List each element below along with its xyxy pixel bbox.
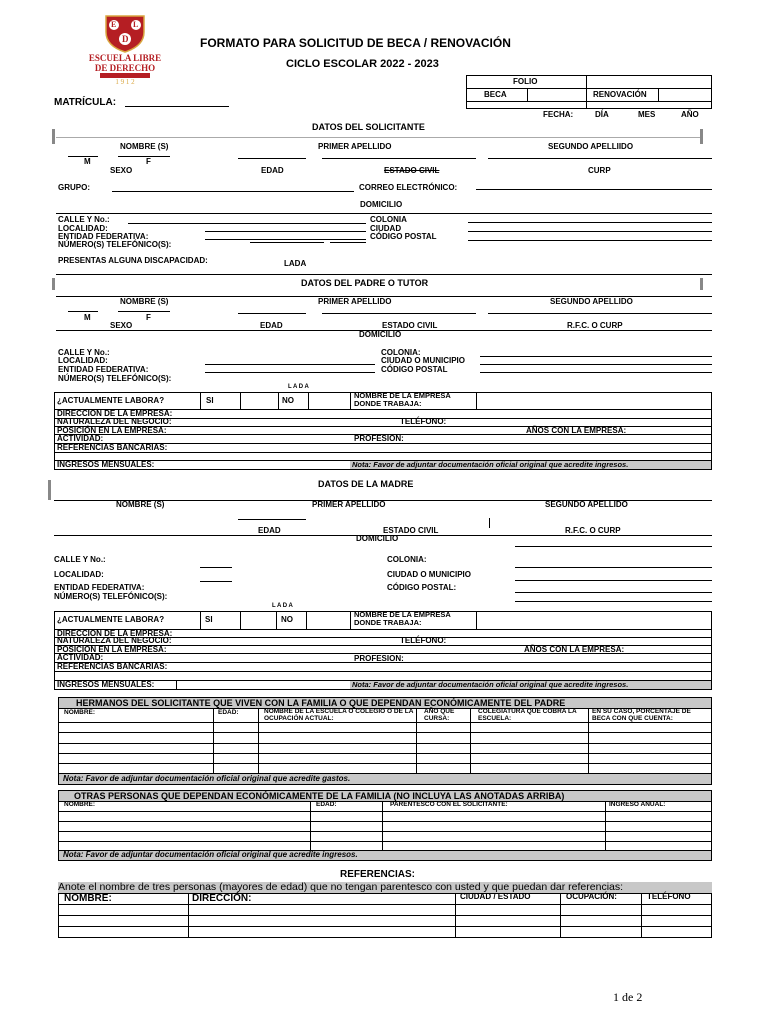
sol-domicilio-label: DOMICILIO	[360, 200, 403, 209]
form-subtitle: CICLO ESCOLAR 2022 - 2023	[286, 58, 439, 70]
referencias-instruction: Anote el nombre de tres personas (mayores de edad) que no tengan parentesco con usted y que puedan dar referencias:	[58, 881, 624, 893]
mad-profesion-label: PROFESION:	[354, 654, 404, 663]
sol-correo-label: CORREO ELECTRÓNICO:	[359, 183, 458, 192]
pad-domicilio-label: DOMICILIO	[359, 330, 402, 339]
hermanos-col-anio: AÑO QUE CURSA:	[424, 708, 455, 723]
mad-colonia-label: COLONIA:	[387, 555, 427, 564]
pad-edad-label: EDAD	[260, 321, 283, 330]
pad-segundo-apellido-label: SEGUNDO APELLIDO	[550, 297, 633, 306]
mad-calle-label: CALLE Y No.:	[54, 555, 106, 564]
referencias-title: REFERENCIAS:	[340, 869, 416, 880]
mad-primer-apellido-label: PRIMER APELLIDO	[312, 500, 386, 509]
hermanos-col-colegiatura: COLEGIATURA QUE COBRA LA ESCUELA:	[478, 708, 577, 723]
mad-ingresos-label: INGRESOS MENSUALES:	[57, 680, 155, 689]
mad-direccion-empresa-label: DIRECCION DE LA EMPRESA:	[57, 629, 173, 638]
otras-col-ingreso: INGRESO ANUAL:	[609, 801, 666, 808]
pad-lada-label: L A D A	[288, 384, 309, 390]
mad-domicilio-label: DOMICILIO	[356, 534, 399, 543]
mad-referencias-label: REFERENCIAS BANCARIAS:	[57, 662, 168, 671]
logo-name-line-2: DE DERECHO	[94, 63, 156, 73]
mes-label: MES	[638, 110, 656, 119]
pad-direccion-empresa-label: DIRECCION DE LA EMPRESA:	[57, 409, 173, 418]
renovacion-option[interactable]: RENOVACIÓN	[593, 90, 647, 99]
otras-col-parentesco: PARENTESCO CON EL SOLICITANTE:	[390, 801, 508, 808]
madre-section-title: DATOS DE LA MADRE	[318, 479, 414, 489]
mad-edad-label: EDAD	[258, 526, 281, 535]
ref-col-direccion: DIRECCIÓN:	[192, 893, 252, 904]
otras-col-nombre: NOMBRE:	[64, 801, 96, 808]
ref-col-ciudad: CIUDAD / ESTADO	[460, 892, 531, 901]
pad-anios-label: AÑOS CON LA EMPRESA:	[526, 426, 627, 435]
pad-sexo-m[interactable]: M	[84, 313, 91, 322]
sol-nombre-label: NOMBRE (S)	[120, 142, 169, 151]
sol-segundo-apellido-label: SEGUNDO APELLIIDO	[548, 142, 634, 151]
anio-label: AÑO	[681, 110, 699, 119]
sol-edad-label: EDAD	[261, 166, 284, 175]
mad-localidad-label: LOCALIDAD:	[54, 570, 104, 579]
otras-title: OTRAS PERSONAS QUE DEPENDAN ECONÓMICAMENTE DE LA FAMILIA (NO INCLUYA LAS ANOTADAS ARRIBA)	[74, 791, 565, 801]
pad-labora-label: ¿ACTUALMENTE LABORA?	[57, 396, 165, 405]
logo-name-line-1: ESCUELA LIBRE	[88, 53, 162, 63]
beca-option[interactable]: BECA	[484, 90, 507, 99]
pad-calle-label: CALLE Y No.:	[58, 348, 110, 357]
dia-label: DÍA	[595, 110, 609, 119]
matricula-field[interactable]	[125, 106, 229, 107]
pad-ingresos-label: INGRESOS MENSUALES:	[57, 460, 155, 469]
hermanos-title: HERMANOS DEL SOLICITANTE QUE VIVEN CON LA FAMILIA O QUE DEPENDAN ECONÓMICAMENTE DEL PADRE	[76, 698, 566, 708]
mad-naturaleza-label: NATURALEZA DEL NEGOCIO:	[57, 636, 172, 645]
sol-entidad-label: ENTIDAD FEDERATIVA:	[58, 232, 149, 241]
pad-posicion-label: POSICIÓN EN LA EMPRESA:	[57, 426, 167, 435]
mad-nombre-label: NOMBRE (S)	[116, 500, 165, 509]
pad-sexo-label: SEXO	[110, 321, 133, 330]
hermanos-note: Nota: Favor de adjuntar documentación oficial original que acredite gastos.	[63, 774, 351, 783]
pad-ciudad-label: CIUDAD O MUNICIPIO	[381, 356, 465, 365]
mad-ciudad-label: CIUDAD O MUNICIPIO	[387, 570, 471, 579]
otras-col-edad: EDAD:	[316, 801, 337, 808]
pad-primer-apellido-label: PRIMER APELLIDO	[318, 297, 392, 306]
sol-curp-label: CURP	[588, 166, 611, 175]
mad-labora-si[interactable]: SI	[205, 615, 213, 624]
sol-discapacidad-label: PRESENTAS ALGUNA DISCAPACIDAD:	[58, 256, 208, 265]
mad-estado-civil-label: ESTADO CIVIL	[383, 526, 439, 535]
pad-actividad-label: ACTIVIDAD:	[57, 434, 104, 443]
sol-lada-label: LADA	[284, 259, 307, 268]
logo-year: 1 9 1 2	[115, 78, 135, 86]
fecha-label: FECHA:	[543, 110, 574, 119]
ref-col-telefono: TELÉFONO	[647, 892, 691, 901]
mad-labora-no[interactable]: NO	[281, 615, 293, 624]
mad-labora-label: ¿ACTUALMENTE LABORA?	[57, 615, 165, 624]
pad-entidad-label: ENTIDAD FEDERATIVA:	[58, 365, 149, 374]
mad-empresa-label: NOMBRE DE LA EMPRESA DONDE TRABAJA:	[354, 610, 451, 628]
pad-curp-label: R.F.C. O CURP	[567, 321, 623, 330]
mad-segundo-apellido-label: SEGUNDO APELLIDO	[545, 500, 628, 509]
pad-labora-si[interactable]: SI	[206, 396, 214, 405]
mad-cp-label: CÓDIGO POSTAL:	[387, 583, 457, 592]
ref-col-ocupacion: OCUPACIÓN:	[566, 892, 617, 901]
mad-telefonos-label: NÚMERO(S) TELEFÓNICO(S):	[54, 592, 168, 601]
pad-sexo-f[interactable]: F	[146, 313, 151, 322]
pad-naturaleza-label: NATURALEZA DEL NEGOCIO:	[57, 417, 172, 426]
school-logo	[80, 14, 170, 86]
form-title: FORMATO PARA SOLICITUD DE BECA / RENOVACIÓN	[200, 36, 511, 50]
solicitante-section-title: DATOS DEL SOLICITANTE	[312, 122, 425, 132]
mad-entidad-label: ENTIDAD FEDERATIVA:	[54, 583, 145, 592]
logo-letter-d: D	[122, 34, 129, 44]
sol-colonia-label: COLONIA	[370, 215, 407, 224]
hermanos-col-beca: EN SU CASO, PORCENTAJE DE BECA CON QUE CUENTA:	[592, 708, 691, 723]
hermanos-col-escuela: NOMBRE DE LA ESCUELA O COLEGIO O DE LA OCUPACIÓN ACTUAL:	[264, 708, 414, 723]
ref-col-nombre: NOMBRE:	[64, 893, 112, 904]
sol-sexo-label: SEXO	[110, 166, 133, 175]
mad-curp-label: R.F.C. O CURP	[565, 526, 621, 535]
pad-profesion-label: PROFESION:	[354, 434, 404, 443]
sol-sexo-m[interactable]: M	[84, 157, 91, 166]
mad-anios-label: AÑOS CON LA EMPRESA:	[524, 645, 625, 654]
sol-cp-label: CÓDIGO POSTAL	[370, 232, 437, 241]
sol-sexo-f[interactable]: F	[146, 157, 151, 166]
padre-section-title: DATOS DEL PADRE O TUTOR	[301, 278, 429, 288]
pad-ingresos-note: Nota: Favor de adjuntar documentación oficial original que acredite ingresos.	[352, 460, 629, 469]
mad-ingresos-note: Nota: Favor de adjuntar documentación oficial original que acredite ingresos.	[352, 680, 629, 689]
pad-referencias-label: REFERENCIAS BANCARIAS:	[57, 443, 168, 452]
mad-telefono-label: TELÉFONO:	[400, 636, 447, 645]
hermanos-col-nombre: NOMBRE:	[64, 709, 96, 716]
logo-letter-e: E	[111, 20, 117, 29]
pad-telefonos-label: NÚMERO(S) TELEFÓNICO(S):	[58, 374, 172, 383]
hermanos-col-edad: EDAD:	[218, 709, 239, 716]
sol-calle-label: CALLE Y No.:	[58, 215, 110, 224]
logo-letter-l: L	[133, 20, 139, 29]
sol-localidad-label: LOCALIDAD:	[58, 224, 108, 233]
sol-telefonos-label: NÚMERO(S) TELEFÓNICO(S):	[58, 240, 172, 249]
pad-empresa-label: NOMBRE DE LA EMPRESA DONDE TRABAJA:	[354, 391, 451, 409]
sol-primer-apellido-label: PRIMER APELLIDO	[318, 142, 392, 151]
pad-nombre-label: NOMBRE (S)	[120, 297, 169, 306]
pad-labora-no[interactable]: NO	[282, 396, 294, 405]
sol-ciudad-label: CIUDAD	[370, 224, 402, 233]
pad-telefono-label: TELÉFONO:	[400, 417, 447, 426]
mad-actividad-label: ACTIVIDAD:	[57, 653, 104, 662]
pad-colonia-label: COLONIA:	[381, 348, 421, 357]
mad-lada-label: L A D A	[272, 603, 293, 609]
otras-note: Nota: Favor de adjuntar documentación oficial original que acredite ingresos.	[63, 850, 358, 859]
matricula-label: MATRÍCULA:	[54, 97, 117, 108]
folio-label: FOLIO	[513, 77, 538, 86]
pad-estado-civil-label: ESTADO CIVIL	[382, 321, 438, 330]
sol-grupo-label: GRUPO:	[58, 183, 90, 192]
sol-correo-field[interactable]	[476, 189, 712, 190]
sol-estado-civil-label: ESTADO CIVIL	[384, 166, 440, 175]
page-number: 1 de 2	[613, 990, 643, 1004]
pad-localidad-label: LOCALIDAD:	[58, 356, 108, 365]
mad-posicion-label: POSICION EN LA EMPRESA:	[57, 645, 167, 654]
sol-grupo-field[interactable]	[112, 191, 354, 192]
pad-cp-label: CÓDIGO POSTAL	[381, 365, 448, 374]
